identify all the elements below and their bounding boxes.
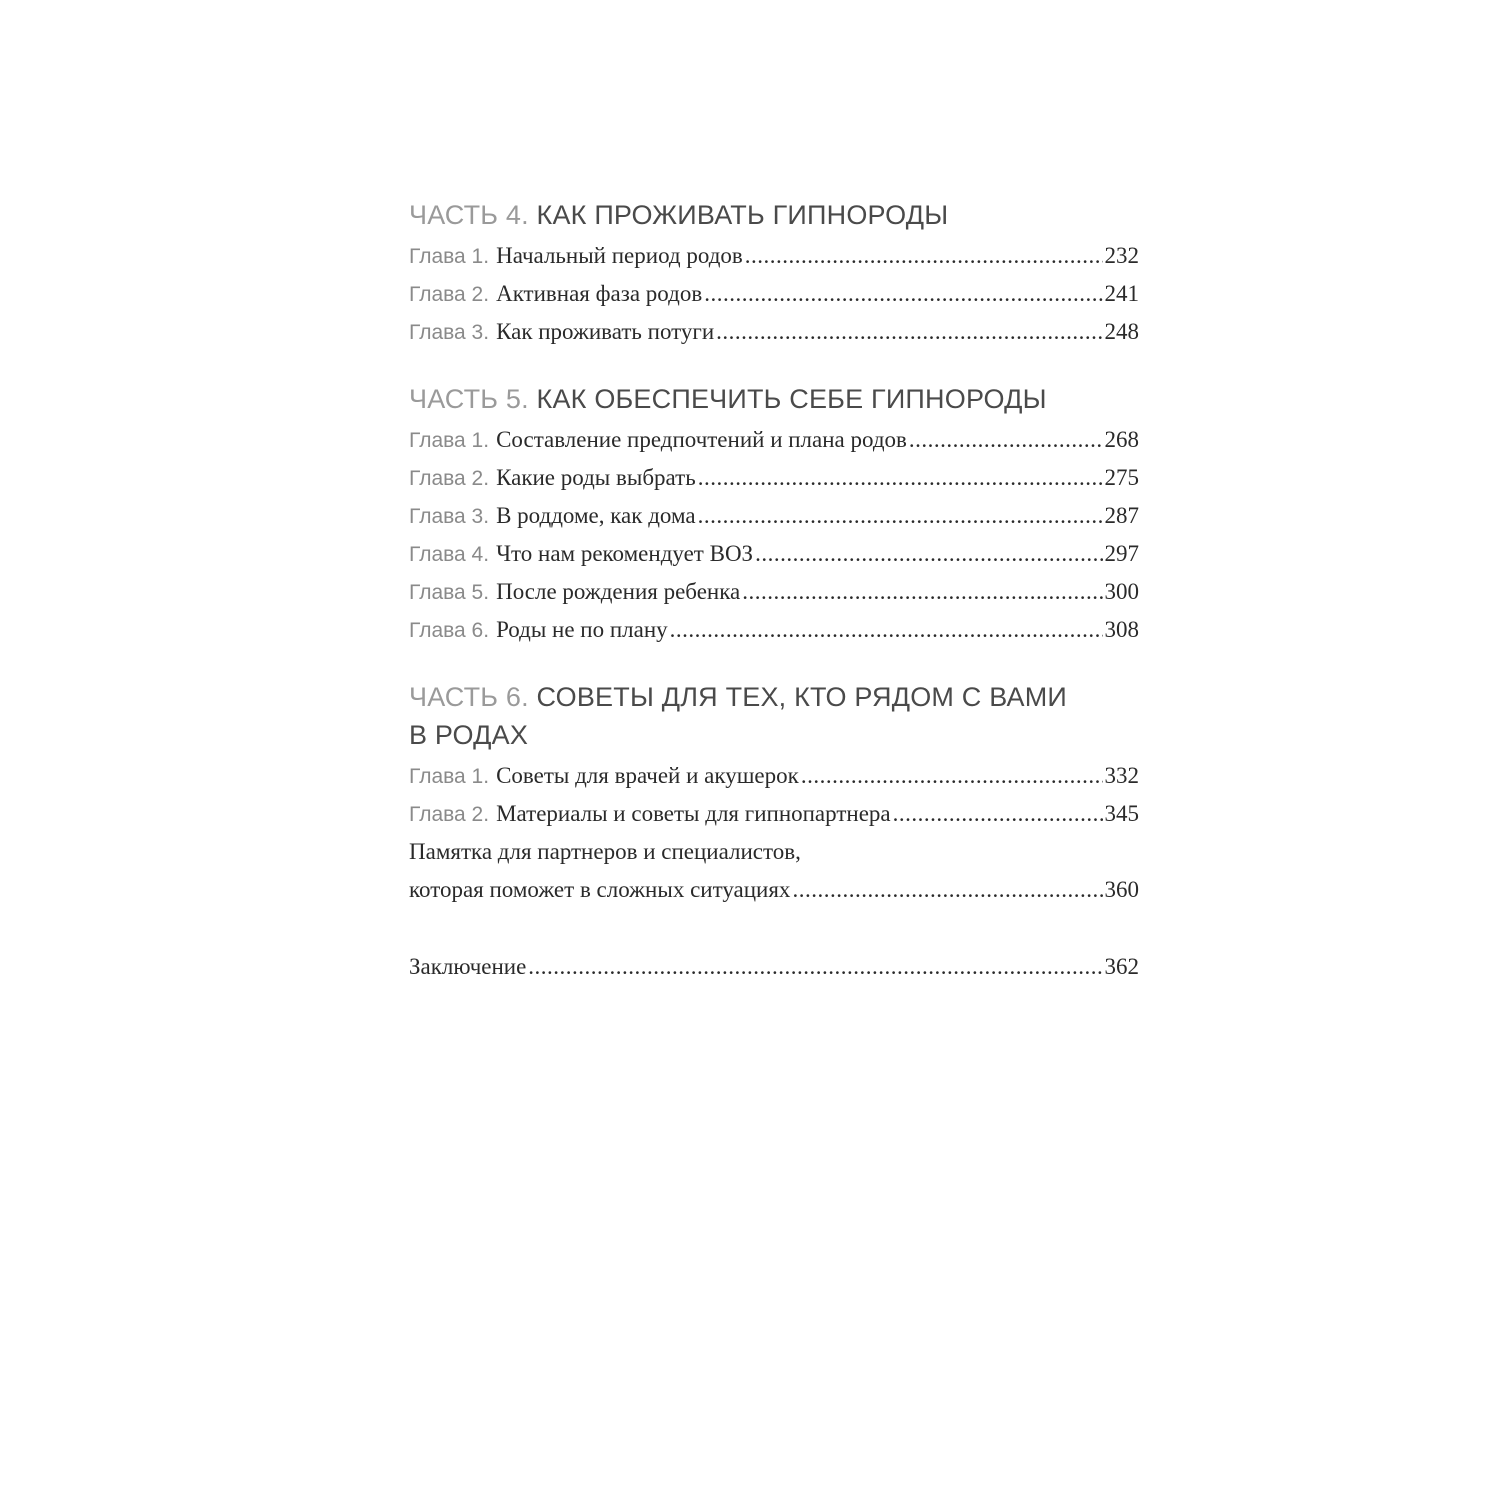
dot-leader xyxy=(716,313,1102,351)
toc-entry[interactable] xyxy=(409,421,1139,459)
chapter-title: В роддоме, как дома xyxy=(496,503,696,528)
toc-part-5 xyxy=(409,380,1139,649)
toc-part-6 xyxy=(409,678,1139,909)
toc-part-4 xyxy=(409,196,1139,351)
part-number: ЧАСТЬ 6. xyxy=(409,682,529,712)
part-number: ЧАСТЬ 5. xyxy=(409,384,529,414)
toc-entry[interactable] xyxy=(409,459,1139,497)
chapter-title: Материалы и советы для гипнопартнера xyxy=(496,801,891,826)
chapter-label: Глава 1. xyxy=(409,429,490,452)
dot-leader xyxy=(704,275,1102,313)
dot-leader xyxy=(742,573,1102,611)
conclusion-title: Заключение xyxy=(409,954,527,979)
page-number: 360 xyxy=(1104,877,1139,902)
chapter-title: Какие роды выбрать xyxy=(496,465,696,490)
page-number: 248 xyxy=(1104,319,1139,344)
page-number: 268 xyxy=(1104,427,1139,452)
toc-entry[interactable] xyxy=(409,275,1139,313)
part-name: КАК ПРОЖИВАТЬ ГИПНОРОДЫ xyxy=(536,200,949,230)
page-number: 287 xyxy=(1104,503,1139,528)
chapter-title: Роды не по плану xyxy=(496,617,668,642)
page-number: 232 xyxy=(1104,243,1139,268)
page-number: 275 xyxy=(1104,465,1139,490)
toc-entry[interactable] xyxy=(409,535,1139,573)
chapter-label: Глава 5. xyxy=(409,581,490,604)
dot-leader xyxy=(528,948,1102,986)
dot-leader xyxy=(698,459,1103,497)
dot-leader xyxy=(698,497,1103,535)
chapter-title: Советы для врачей и акушерок xyxy=(496,763,799,788)
chapter-title: Как проживать потуги xyxy=(496,319,715,344)
part-name: КАК ОБЕСПЕЧИТЬ СЕБЕ ГИПНОРОДЫ xyxy=(536,384,1047,414)
dot-leader xyxy=(893,795,1103,833)
page-number: 362 xyxy=(1104,954,1139,979)
dot-leader xyxy=(909,421,1103,459)
chapter-label: Глава 1. xyxy=(409,765,490,788)
page-number: 241 xyxy=(1104,281,1139,306)
chapter-title: Начальный период родов xyxy=(496,243,743,268)
part-name: СОВЕТЫ ДЛЯ ТЕХ, КТО РЯДОМ С ВАМИ xyxy=(536,682,1068,712)
part-title xyxy=(409,678,1139,754)
chapter-label: Глава 2. xyxy=(409,283,490,306)
toc-entry[interactable] xyxy=(409,237,1139,275)
toc-entry-conclusion[interactable] xyxy=(409,948,1139,986)
memo-title: которая поможет в сложных ситуациях xyxy=(409,877,791,902)
chapter-label: Глава 2. xyxy=(409,467,490,490)
dot-leader xyxy=(670,611,1103,649)
dot-leader xyxy=(755,535,1102,573)
part-name-continued: В РОДАХ xyxy=(409,720,529,750)
chapter-title: Что нам рекомендует ВОЗ xyxy=(496,541,754,566)
page-number: 297 xyxy=(1104,541,1139,566)
chapter-label: Глава 4. xyxy=(409,543,490,566)
chapter-label: Глава 2. xyxy=(409,803,490,826)
chapter-label: Глава 3. xyxy=(409,321,490,344)
dot-leader xyxy=(801,757,1103,795)
chapter-label: Глава 6. xyxy=(409,619,490,642)
page-number: 300 xyxy=(1104,579,1139,604)
part-number: ЧАСТЬ 4. xyxy=(409,200,529,230)
chapter-title: После рождения ребенка xyxy=(496,579,741,604)
chapter-label: Глава 1. xyxy=(409,245,490,268)
toc-entry[interactable] xyxy=(409,313,1139,351)
toc-entry[interactable] xyxy=(409,573,1139,611)
page-number: 332 xyxy=(1104,763,1139,788)
part-title xyxy=(409,196,1139,234)
page-number: 345 xyxy=(1104,801,1139,826)
toc-entry[interactable] xyxy=(409,497,1139,535)
part-title xyxy=(409,380,1139,418)
toc-entry[interactable] xyxy=(409,757,1139,795)
toc-entry[interactable] xyxy=(409,611,1139,649)
chapter-label: Глава 3. xyxy=(409,505,490,528)
page-number: 308 xyxy=(1104,617,1139,642)
toc-entry[interactable] xyxy=(409,795,1139,833)
chapter-title: Активная фаза родов xyxy=(496,281,703,306)
chapter-title: Составление предпочтений и плана родов xyxy=(496,427,907,452)
dot-leader xyxy=(745,237,1103,275)
dot-leader xyxy=(792,871,1102,909)
memo-title-line: Памятка для партнеров и специалистов, xyxy=(409,839,801,864)
toc-entry-memo[interactable] xyxy=(409,871,1139,909)
table-of-contents xyxy=(409,196,1139,986)
